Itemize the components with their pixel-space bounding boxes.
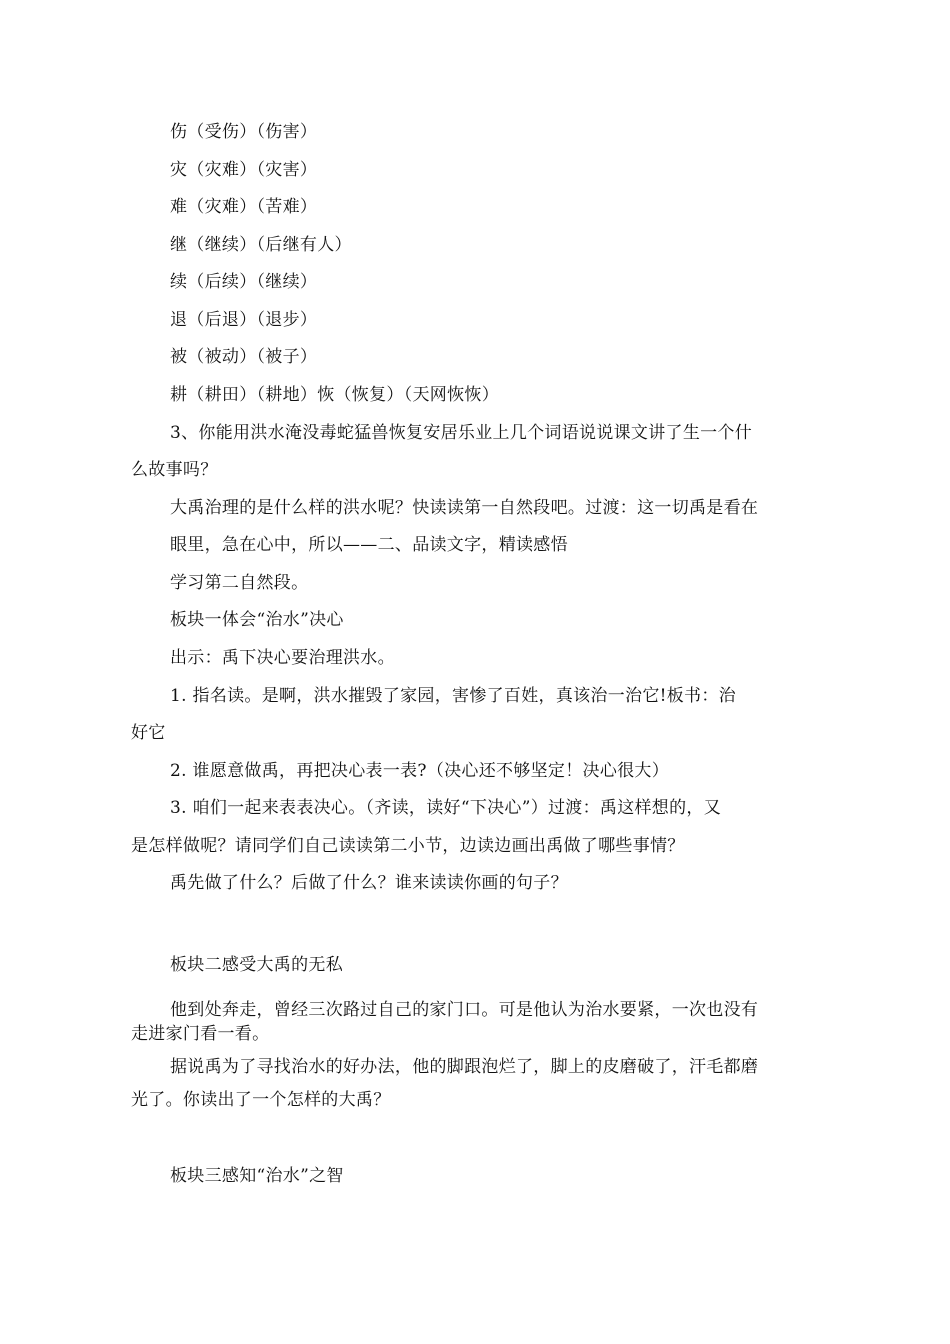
list-item-1-line-2: 好它 [131, 723, 166, 743]
paragraph-line: 学习第二自然段。 [170, 573, 309, 593]
list-item-3-line-1: 3. 咱们一起来表表决心。（齐读，读好“下决心”）过渡：禹这样想的，又 [170, 798, 722, 818]
list-item-3-line-2: 是怎样做呢？请同学们自己读读第二小节，边读边画出禹做了哪些事情？ [131, 836, 685, 856]
word-list-item: 被（被动）（被子） [170, 347, 318, 367]
block-2-paragraph-2-line-2: 光了。你读出了一个怎样的大禹？ [131, 1090, 391, 1110]
question-order: 禹先做了什么？后做了什么？谁来读读你画的句子？ [170, 873, 568, 893]
block-2-paragraph-1-line-2: 走进家门看一看。 [131, 1024, 270, 1044]
paragraph-line: 眼里，急在心中，所以——二、品读文字，精读感悟 [170, 535, 568, 555]
block-3-title: 板块三感知“治水”之智 [170, 1166, 344, 1186]
list-item-1-line-1: 1. 指名读。是啊，洪水摧毁了家园，害惨了百姓，真该治一治它!板书：治 [170, 686, 736, 706]
word-list-item: 耕（耕田）（耕地）恢（恢复）（天网恢恢） [170, 385, 499, 405]
word-list-item: 灾（灾难）（灾害） [170, 160, 318, 180]
block-2-paragraph-2-line-1: 据说禹为了寻找治水的好办法，他的脚跟泡烂了，脚上的皮磨破了，汗毛都磨 [170, 1057, 759, 1077]
block-1-show-text: 出示：禹下决心要治理洪水。 [170, 648, 395, 668]
question-3-line-2: 么故事吗？ [131, 460, 218, 480]
paragraph-line: 大禹治理的是什么样的洪水呢？快读读第一自然段吧。过渡：这一切禹是看在 [170, 498, 759, 518]
question-3-line-1: 3、你能用洪水淹没毒蛇猛兽恢复安居乐业上几个词语说说课文讲了生一个什 [170, 423, 753, 443]
word-list-item: 伤（受伤）（伤害） [170, 122, 318, 142]
word-list-item: 难（灾难）（苦难） [170, 197, 318, 217]
word-list-item: 继（继续）（后继有人） [170, 235, 352, 255]
block-2-paragraph-1-line-1: 他到处奔走，曾经三次路过自己的家门口。可是他认为治水要紧，一次也没有 [170, 1000, 759, 1020]
word-list-item: 退（后退）（退步） [170, 310, 318, 330]
word-list-item: 续（后续）（继续） [170, 272, 318, 292]
block-2-title: 板块二感受大禹的无私 [170, 955, 343, 975]
list-item-2: 2. 谁愿意做禹，再把决心表一表?（决心还不够坚定！决心很大） [170, 761, 670, 781]
block-1-title: 板块一体会“治水”决心 [170, 610, 344, 630]
